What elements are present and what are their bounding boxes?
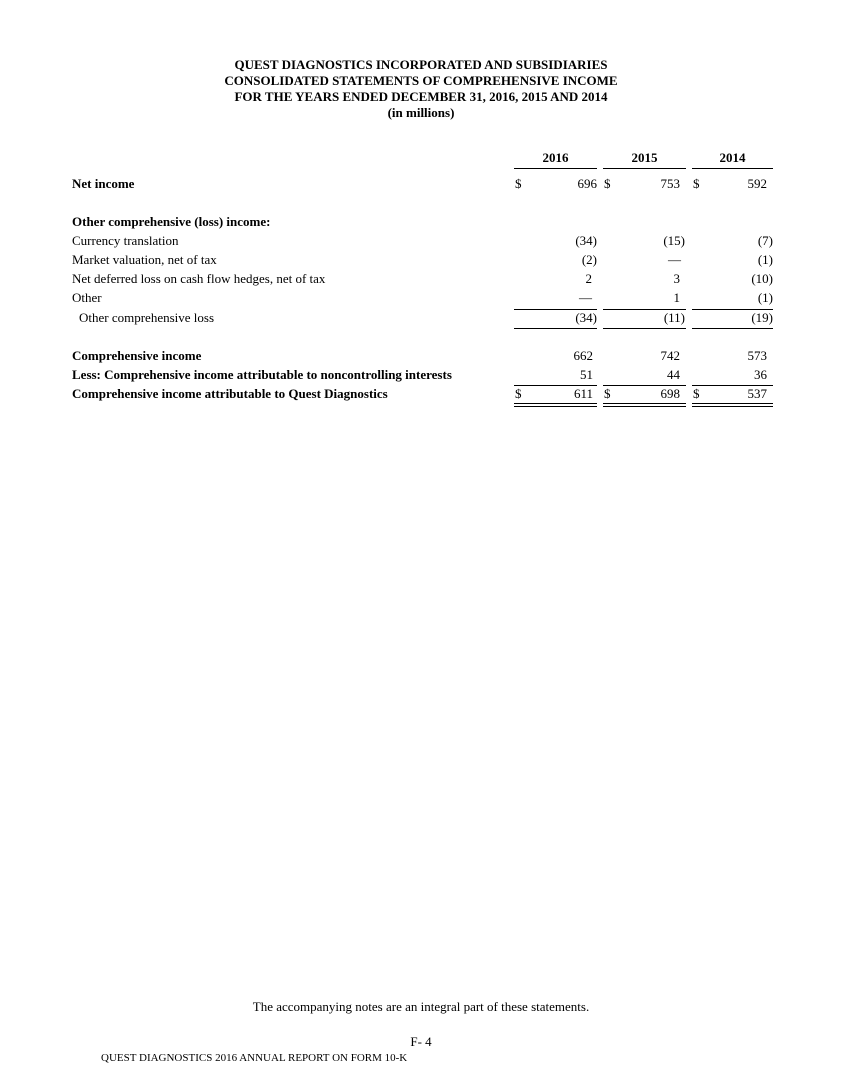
- value-less-nci-2016: 51: [580, 367, 593, 382]
- column-header-rule: [514, 168, 597, 169]
- value-net-income-2016: 696: [577, 176, 597, 191]
- column-header-rule: [692, 168, 773, 169]
- value-attributable-to-quest-2014: 537: [747, 386, 767, 401]
- value-other-2016: —: [579, 290, 592, 305]
- subtotal-rule: [603, 328, 686, 329]
- column-header-2014: 2014: [719, 150, 746, 165]
- value-net-deferred-loss-2016: 2: [585, 271, 592, 286]
- value-net-deferred-loss-2014: (10): [751, 271, 773, 286]
- value-net-deferred-loss-2015: 3: [673, 271, 680, 286]
- double-rule: [692, 406, 773, 407]
- double-rule: [692, 403, 773, 404]
- report-footer: QUEST DIAGNOSTICS 2016 ANNUAL REPORT ON FORM 10-K: [101, 1052, 408, 1064]
- row-label-attributable-to-quest: Comprehensive income attributable to Quest Diagnostics: [72, 386, 388, 401]
- currency-symbol: $: [515, 386, 522, 401]
- value-comprehensive-income-2015: 742: [660, 348, 680, 363]
- value-other-2015: 1: [673, 290, 680, 305]
- value-currency-translation-2015: (15): [663, 233, 685, 248]
- value-less-nci-2015: 44: [667, 367, 680, 382]
- company-name: QUEST DIAGNOSTICS INCORPORATED AND SUBSIDIARIES: [234, 57, 608, 72]
- value-net-income-2015: 753: [660, 176, 680, 191]
- value-market-valuation-2014: (1): [757, 252, 773, 267]
- value-comprehensive-income-2016: 662: [573, 348, 593, 363]
- currency-symbol: $: [604, 386, 611, 401]
- row-label-other: Other: [72, 290, 102, 305]
- value-less-nci-2014: 36: [754, 367, 767, 382]
- currency-symbol: $: [693, 176, 700, 191]
- row-label-comprehensive-income: Comprehensive income: [72, 348, 202, 363]
- value-attributable-to-quest-2016: 611: [573, 386, 593, 401]
- subtotal-rule: [692, 328, 773, 329]
- double-rule: [603, 406, 686, 407]
- statement-heading: [0, 57, 842, 121]
- statement-units: (in millions): [387, 105, 455, 120]
- section-header-oci: Other comprehensive (loss) income:: [72, 214, 271, 229]
- currency-symbol: $: [693, 386, 700, 401]
- statement-title: CONSOLIDATED STATEMENTS OF COMPREHENSIVE INCOME: [224, 73, 618, 88]
- column-header-rule: [603, 168, 686, 169]
- row-label-market-valuation: Market valuation, net of tax: [72, 252, 217, 267]
- value-oci-total-2014: (19): [751, 310, 773, 325]
- column-header-2015: 2015: [631, 150, 658, 165]
- value-net-income-2014: 592: [747, 176, 767, 191]
- double-rule: [514, 403, 597, 404]
- value-comprehensive-income-2014: 573: [747, 348, 767, 363]
- footnote: The accompanying notes are an integral part of these statements.: [252, 999, 590, 1014]
- row-label-less-nci: Less: Comprehensive income attributable to noncontrolling interests: [72, 367, 452, 382]
- value-other-2014: (1): [757, 290, 773, 305]
- statement-period: FOR THE YEARS ENDED DECEMBER 31, 2016, 2015 AND 2014: [234, 89, 608, 104]
- value-attributable-to-quest-2015: 698: [660, 386, 680, 401]
- value-currency-translation-2014: (7): [757, 233, 773, 248]
- currency-symbol: $: [515, 176, 522, 191]
- value-oci-total-2015: (11): [663, 310, 685, 325]
- double-rule: [603, 403, 686, 404]
- row-label-oci-total: Other comprehensive loss: [79, 310, 215, 325]
- value-currency-translation-2016: (34): [575, 233, 597, 248]
- value-market-valuation-2015: —: [668, 252, 681, 267]
- row-label-currency-translation: Currency translation: [72, 233, 179, 248]
- double-rule: [514, 406, 597, 407]
- value-market-valuation-2016: (2): [581, 252, 597, 267]
- currency-symbol: $: [604, 176, 611, 191]
- row-label-net-income: Net income: [72, 176, 135, 191]
- column-header-2016: 2016: [542, 150, 569, 165]
- row-label-net-deferred-loss: Net deferred loss on cash flow hedges, net of tax: [72, 271, 326, 286]
- page-number: F- 4: [410, 1034, 432, 1049]
- subtotal-rule: [514, 328, 597, 329]
- value-oci-total-2016: (34): [575, 310, 597, 325]
